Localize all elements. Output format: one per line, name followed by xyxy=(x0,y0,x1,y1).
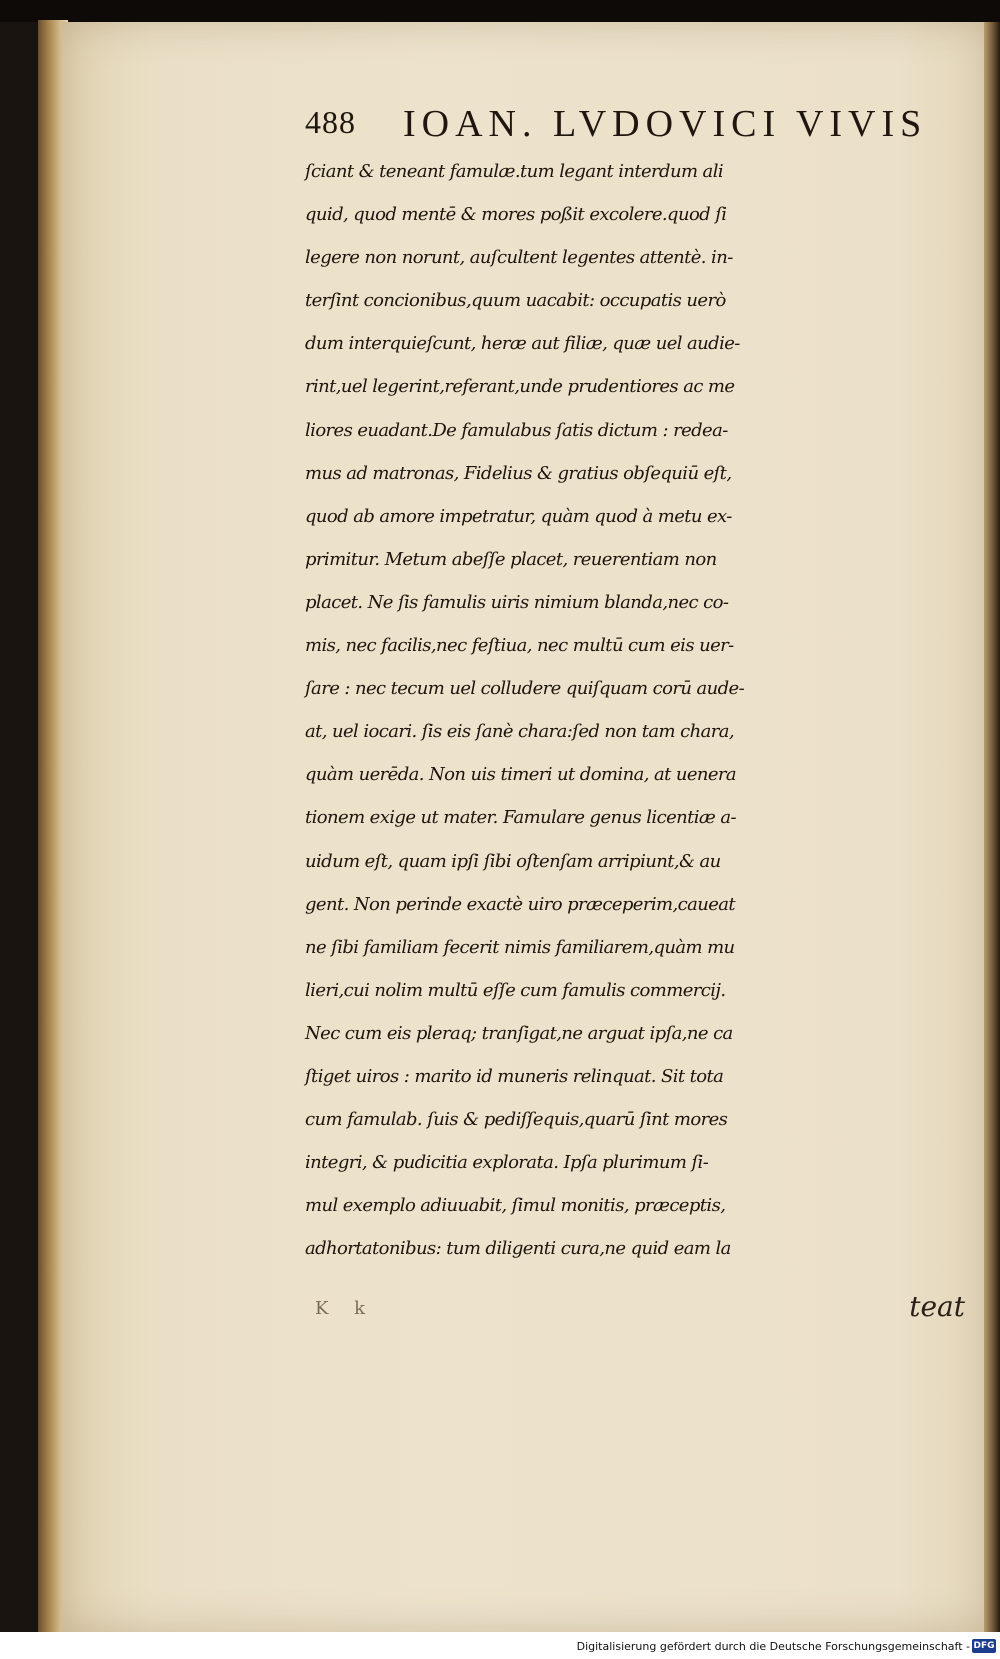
text-line: integri, & pudicitia explorata. Ipſa plurimum ſi- xyxy=(305,1152,709,1174)
dfg-logo: DFG xyxy=(973,1641,995,1651)
text-line: mus ad matronas, Fidelius & gratius obſequiū eſt, xyxy=(305,462,732,484)
text-line: primitur. Metum abeſſe placet, reuerentiam non xyxy=(305,548,717,570)
signature-mark: K k xyxy=(315,1298,376,1319)
text-line: dum interquieſcunt, heræ aut filiæ, quæ uel audie- xyxy=(305,333,740,355)
text-line: ne ſibi familiam fecerit nimis familiarem,quàm mu xyxy=(305,936,735,958)
page-fore-edge xyxy=(984,22,1000,1632)
scan-background-top xyxy=(0,0,1000,22)
page-header xyxy=(305,100,945,150)
page-number: 488 xyxy=(305,104,356,140)
text-line: cum famulab. ſuis & pediſſequis,quarū ſint mores xyxy=(305,1109,728,1131)
text-line: terſint concionibus,quum uacabit: occupatis uerò xyxy=(305,290,726,312)
text-line: quid, quod mentē & mores poßit excolere.quod ſi xyxy=(305,204,727,226)
text-line: ſciant & teneant famulæ.tum legant interdum ali xyxy=(305,161,724,182)
text-line: adhortatonibus: tum diligenti cura,ne quid eam la xyxy=(305,1238,731,1260)
text-line: quod ab amore impetratur, quàm quod à metu ex- xyxy=(305,505,732,527)
digitization-credit: Digitalisierung gefördert durch die Deutsche Forschungsgemeinschaft - xyxy=(576,1640,970,1653)
text-line: Nec cum eis pleraq; tranſigat,ne arguat ipſa,ne ca xyxy=(305,1022,733,1044)
catchword: teat xyxy=(909,1290,965,1323)
text-line: uidum eſt, quam ipſi ſibi oſtenſam arripiunt,& au xyxy=(305,850,721,872)
text-line: mis, nec facilis,nec feſtiua, nec multū cum eis uer- xyxy=(305,635,734,657)
text-line: gent. Non perinde exactè uiro præceperim,caueat xyxy=(305,893,736,915)
text-line: ſtiget uiros : marito id muneris relinquat. Sit tota xyxy=(305,1065,724,1087)
text-line: placet. Ne ſis famulis uiris nimium blanda,nec co- xyxy=(305,591,729,613)
text-line: tionem exige ut mater. Famulare genus licentiæ a- xyxy=(305,807,736,829)
running-head: IOAN. LVDOVICI VIVIS xyxy=(403,103,928,145)
text-line: rint,uel legerint,referant,unde prudentiores ac me xyxy=(305,376,735,398)
body-text xyxy=(305,150,965,1270)
text-line: ſare : nec tecum uel colludere quiſquam corū aude- xyxy=(305,678,745,700)
text-line: liores euadant.De famulabus ſatis dictum : redea- xyxy=(305,419,728,441)
page-footer xyxy=(305,1292,965,1332)
text-line: quàm uerēda. Non uis timeri ut domina, at uenera xyxy=(305,764,737,786)
text-line: legere non norunt, auſcultent legentes attentè. in- xyxy=(305,247,733,269)
text-line: lieri,cui nolim multū eſſe cum famulis commercij. xyxy=(305,979,726,1001)
text-line: mul exemplo adiuuabit, ſimul monitis, præceptis, xyxy=(305,1195,726,1217)
text-line: at, uel iocari. ſis eis ſanè chara:ſed non tam chara, xyxy=(305,721,734,743)
